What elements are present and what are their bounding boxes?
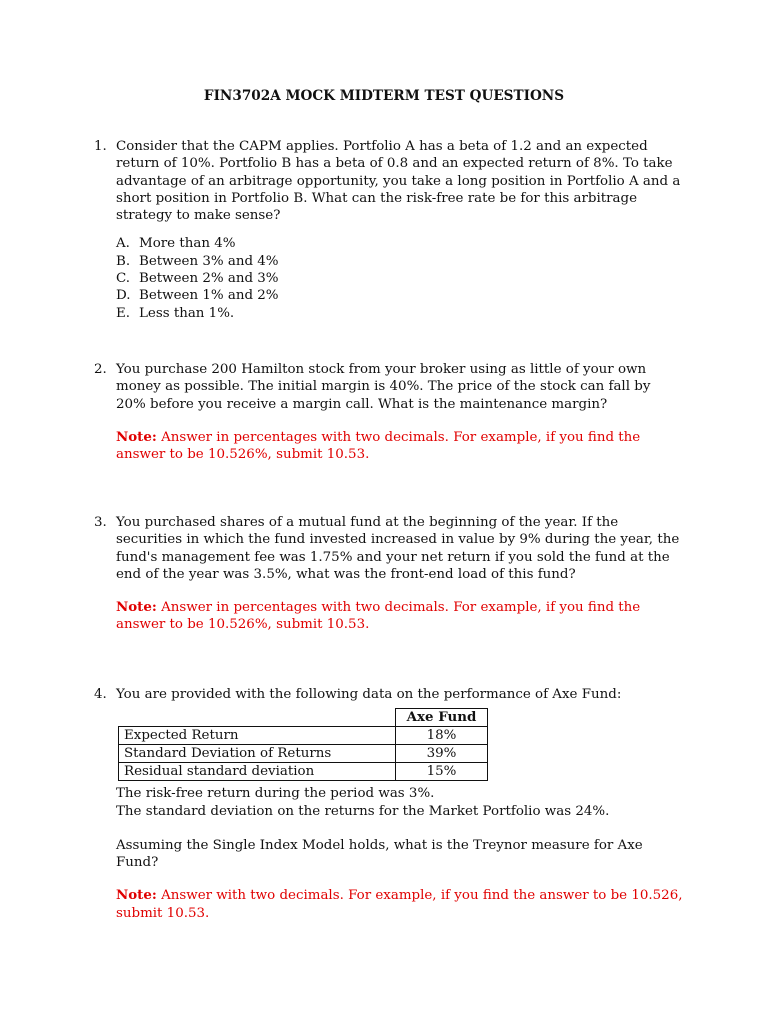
axe-fund-table <box>118 708 488 781</box>
note-text: Answer with two decimals. For example, if you find the answer to be 10.526, submit 10.53. <box>116 888 683 921</box>
table-header: Axe Fund <box>396 709 488 727</box>
question-number: 3. <box>94 515 107 530</box>
note <box>116 599 684 634</box>
market-sd-line: The standard deviation on the returns for the Market Portfolio was 24%. <box>116 803 610 819</box>
question-text: You purchase 200 Hamilton stock from your broker using as little of your own money as possible. The initial margin is 40%. The price of the stock can fall by 20% before you receive a margin call. What is the maintenance margin? <box>116 362 651 412</box>
table-header-empty <box>119 709 396 727</box>
question-2 <box>94 361 684 463</box>
option-b <box>116 253 684 270</box>
question-text: You purchased shares of a mutual fund at the beginning of the year. If the securities in which the fund invested increased in value by 9% during the year, the fund's management fee was 1.75% and your net return if you sold the fund at the end of the year was 3.5%, what was the front-end load of this fund? <box>116 515 680 582</box>
question-1 <box>94 138 684 322</box>
question-text: Consider that the CAPM applies. Portfolio A has a beta of 1.2 and an expected return of 10%. Portfolio B has a beta of 0.8 and an expected return of 8%. To take advantage of an arbitrage opportunity, you take a long position in Portfolio A and a short position in Portfolio B. What can the risk-free rate be for this arbitrage strategy to make sense? <box>116 139 681 224</box>
option-letter: B. <box>116 253 131 269</box>
option-c <box>116 270 684 287</box>
page-title: FIN3702A MOCK MIDTERM TEST QUESTIONS <box>203 88 565 104</box>
option-letter: C. <box>116 271 131 287</box>
question-text: Assuming the Single Index Model holds, what is the Treynor measure for Axe Fund? <box>116 837 643 871</box>
note-text: Answer in percentages with two decimals. For example, if you find the answer to be 10.526%, submit 10.53. <box>116 429 641 463</box>
row-value: 15% <box>396 763 488 781</box>
table-row <box>119 727 488 745</box>
option-letter: E. <box>116 305 131 321</box>
question-3 <box>94 514 684 634</box>
option-a <box>116 235 684 252</box>
row-label: Residual standard deviation <box>119 763 396 781</box>
answer-options <box>116 235 684 321</box>
row-value: 39% <box>396 745 488 763</box>
question-number: 4. <box>94 687 107 702</box>
question-intro: You are provided with the following data on the performance of Axe Fund: <box>116 687 622 702</box>
row-label: Expected Return <box>119 727 396 745</box>
row-value: 18% <box>396 727 488 745</box>
note <box>116 429 684 464</box>
row-label: Standard Deviation of Returns <box>119 745 396 763</box>
option-text: Between 1% and 2% <box>139 288 279 304</box>
table-header-row <box>119 709 488 727</box>
option-text: More than 4% <box>139 236 236 252</box>
note-label: Note: <box>116 599 157 616</box>
question-number: 1. <box>94 139 107 154</box>
option-text: Between 2% and 3% <box>139 271 279 287</box>
option-letter: D. <box>116 288 131 304</box>
note <box>116 887 684 922</box>
option-text: Less than 1%. <box>139 305 235 321</box>
note-text: Answer in percentages with two decimals. For example, if you find the answer to be 10.526%, submit 10.53. <box>116 600 641 633</box>
option-letter: A. <box>116 236 130 252</box>
table-row <box>119 763 488 781</box>
note-label: Note: <box>116 428 157 445</box>
question-number: 2. <box>94 362 107 377</box>
risk-free-line: The risk-free return during the period was 3%. <box>116 786 435 802</box>
note-label: Note: <box>116 887 157 904</box>
option-text: Between 3% and 4% <box>139 253 279 269</box>
question-4 <box>94 686 684 922</box>
table-row <box>119 745 488 763</box>
option-d <box>116 287 684 304</box>
option-e <box>116 305 684 322</box>
